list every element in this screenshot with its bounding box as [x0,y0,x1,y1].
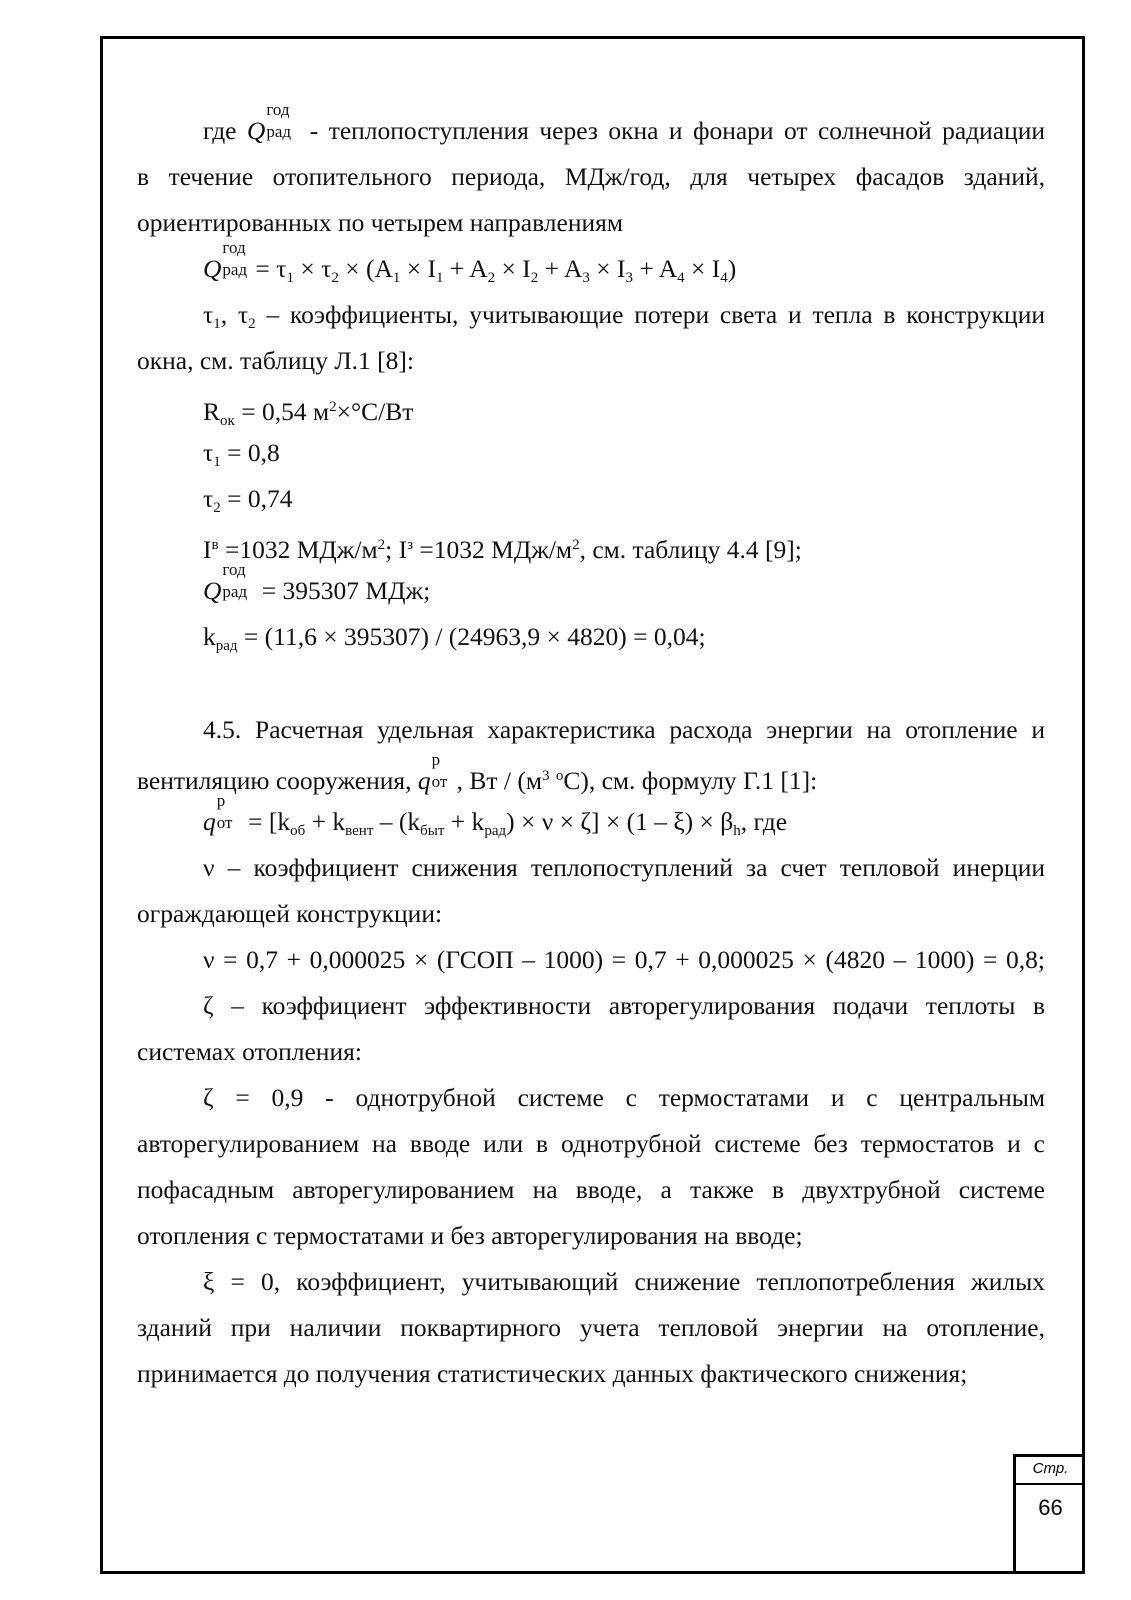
document-body [137,100,1046,1397]
formula-tau2: τ2 = 0,74 [203,484,293,516]
paragraph-line: ζ – коэффициент эффективности авторегулирования подачи теплоты в [203,991,1045,1020]
formula-q-value: Q год рад = 395307 МДж; [203,560,431,605]
formula-tau1: τ1 = 0,8 [203,438,280,470]
paragraph-line: ζ = 0,9 - однотрубной системе с термостатами и с центральным [203,1083,1045,1112]
paragraph-line: отопления с термостатами и без авторегулирования на вводе; [137,1221,803,1250]
paragraph-line: τ1, τ2 – коэффициенты, учитывающие потери света и тепла в конструкции [203,300,1045,332]
page-number: 66 [1038,1495,1063,1520]
paragraph-line: системах отопления: [137,1037,362,1066]
page-number-stamp [1013,1454,1085,1574]
paragraph-line: принимается до получения статистических данных фактического снижения; [137,1359,968,1388]
stamp-label: Стр. [1016,1457,1085,1485]
formula-nu: ν = 0,7 + 0,000025 × (ГСОП – 1000) = 0,7 + 0,000025 × (4820 – 1000) = 0,8; [203,945,1045,974]
formula-q-rad: Q год рад = τ1 × τ2 × (A1 × I1 + A2 × I2 + A3 × I3 + A4 × I4) [203,238,737,286]
paragraph-line: ориентированных по четырем направлениям [137,208,623,237]
paragraph-line: ν – коэффициент снижения теплопоступлений за счет тепловой инерции [203,853,1045,882]
formula-q-ot: q р от = [kоб + kвент – (kбыт + kрад) × ν × ζ] × (1 – ξ) × βh, где [203,791,788,839]
paragraph-line: ограждающей конструкции: [137,899,443,928]
paragraph-line: пофасадным авторегулированием на вводе, а также в двухтрубной системе [137,1175,1045,1204]
formula-r-ok: Rок = 0,54 $м^2\times^\circ С/Вт$ [203,397,414,429]
section-gap [137,660,1045,707]
section-heading-line: 4.5. Расчетная удельная характеристика расхода энергии на отопление и [203,715,1045,744]
paragraph-line: в течение отопительного периода, МДж/год, для четырех фасадов зданий, [137,162,1045,191]
paragraph-line: авторегулированием на вводе или в однотрубной системе без термостатов и с [137,1129,1045,1158]
paragraph-line: где Q год рад - теплопоступления через окна и фонари от солнечной радиации [203,100,1046,145]
paragraph-line: вентиляцию сооружения, q р от , Вт / ($м^3$ $^о$С), см. формулу Г.1 [1]: [137,750,818,795]
paragraph-line: ξ = 0, коэффициент, учитывающий снижение теплопотребления жилых [203,1267,1045,1296]
paragraph-line: зданий при наличии поквартирного учета тепловой энергии на отопление, [137,1313,1045,1342]
paragraph-line: окна, см. таблицу Л.1 [8]: [137,346,414,375]
formula-intensity: $I^в =1032$ МДж/$м^2$; $I^з =1032$ МДж/$м^2$, см. таблицу 4.4 [9]; [203,535,802,564]
formula-k-rad: kрад = (11,6 × 395307) / (24963,9 × 4820) = 0,04; [203,622,706,654]
